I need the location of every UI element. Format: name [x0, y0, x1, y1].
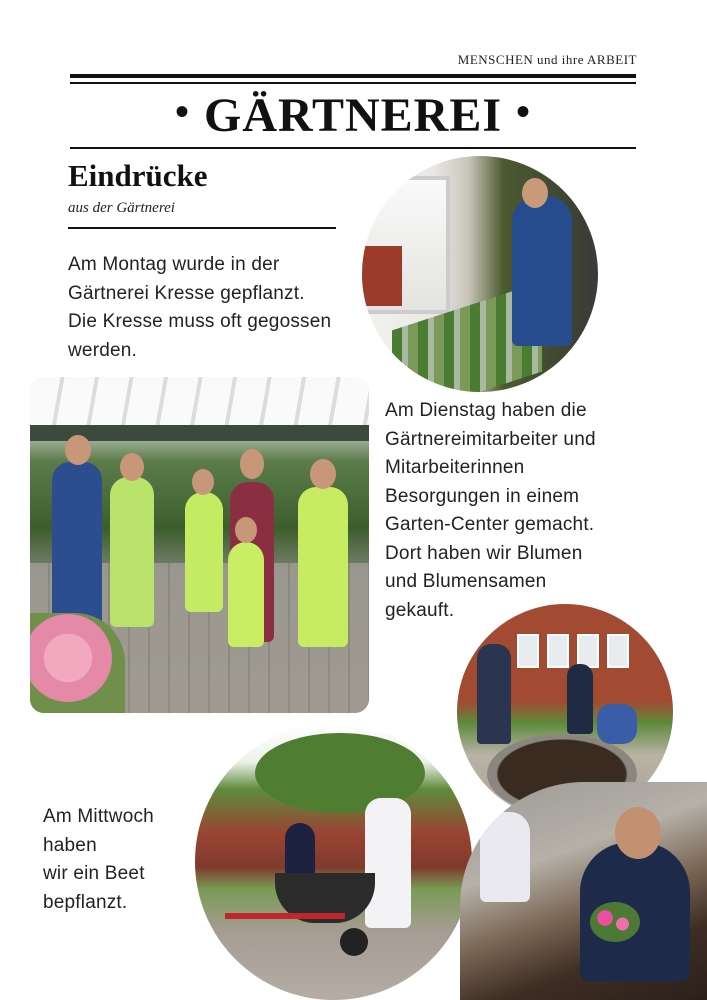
title-bullet-left: •: [174, 89, 190, 134]
text-line: haben: [43, 834, 97, 856]
text-line: wir ein Beet: [43, 863, 145, 884]
text-line: Dort haben wir Blumen: [385, 542, 583, 564]
window-shape: [547, 634, 569, 668]
person-figure: [567, 664, 593, 734]
photo-garden-center-group: [30, 377, 369, 713]
text-line: Mitarbeiterinnen: [385, 457, 525, 478]
person-figure: [365, 798, 411, 928]
flower-pot-shape: [590, 902, 640, 942]
title-bullet-right: •: [516, 89, 532, 134]
text-line: Gärtnereimitarbeiter und: [385, 428, 596, 450]
paragraph-monday: [68, 251, 368, 365]
paragraph-tuesday: [385, 397, 685, 625]
window-shape: [517, 634, 539, 668]
title-text: GÄRTNEREI: [203, 89, 503, 142]
person-head: [120, 453, 144, 481]
person-head: [310, 459, 336, 489]
person-head: [615, 807, 661, 859]
person-figure: [185, 492, 223, 612]
section-kicker: MENSCHEN und ihre ARBEIT: [457, 52, 637, 67]
person-head: [65, 435, 91, 465]
text-line: Gärtnerei Kresse gepflanzt.: [68, 282, 305, 304]
photo-wheelbarrow: [195, 723, 472, 1000]
person-figure: [477, 644, 511, 744]
text-line: bepflanzt.: [43, 891, 128, 913]
photo-greenhouse-seedlings: [362, 156, 598, 392]
brick-wall-shape: [362, 246, 402, 306]
photo-planting-flowers: [460, 782, 707, 1000]
person-figure: [110, 477, 154, 627]
person-figure: [597, 704, 637, 744]
text-line: Am Dienstag haben die: [385, 400, 587, 421]
person-figure: [480, 812, 530, 902]
header-rule-second: [70, 82, 636, 84]
header-rule-bottom: [70, 147, 636, 149]
text-line: Garten-Center gemacht.: [385, 514, 595, 535]
text-line: Am Montag wurde in der: [68, 254, 280, 275]
wheel-shape: [340, 928, 368, 956]
text-line: Besorgungen in einem: [385, 485, 580, 507]
person-head: [240, 449, 264, 479]
page-title: [70, 88, 636, 143]
text-line: gekauft.: [385, 599, 455, 621]
hydrangea-shape: [30, 613, 125, 713]
header-rule-top: [70, 74, 636, 78]
window-shape: [577, 634, 599, 668]
person-figure: [512, 196, 572, 346]
window-shape: [607, 634, 629, 668]
greenhouse-roof-shape: [30, 377, 369, 425]
person-figure: [228, 542, 264, 647]
person-head: [235, 517, 257, 543]
person-head: [522, 178, 548, 208]
person-figure: [298, 487, 348, 647]
person-figure: [52, 462, 102, 632]
wheelbarrow-frame-shape: [225, 913, 345, 919]
section-subheading: aus der Gärtnerei: [68, 200, 175, 216]
section-heading: Eindrücke: [68, 158, 208, 193]
paragraph-wednesday: [43, 803, 203, 917]
text-line: Die Kresse muss oft gegossen: [68, 311, 332, 332]
text-line: werden.: [68, 339, 137, 361]
text-line: Am Mittwoch: [43, 806, 154, 827]
person-head: [192, 469, 214, 495]
text-line: und Blumensamen: [385, 571, 547, 592]
subheading-rule: [68, 227, 336, 229]
